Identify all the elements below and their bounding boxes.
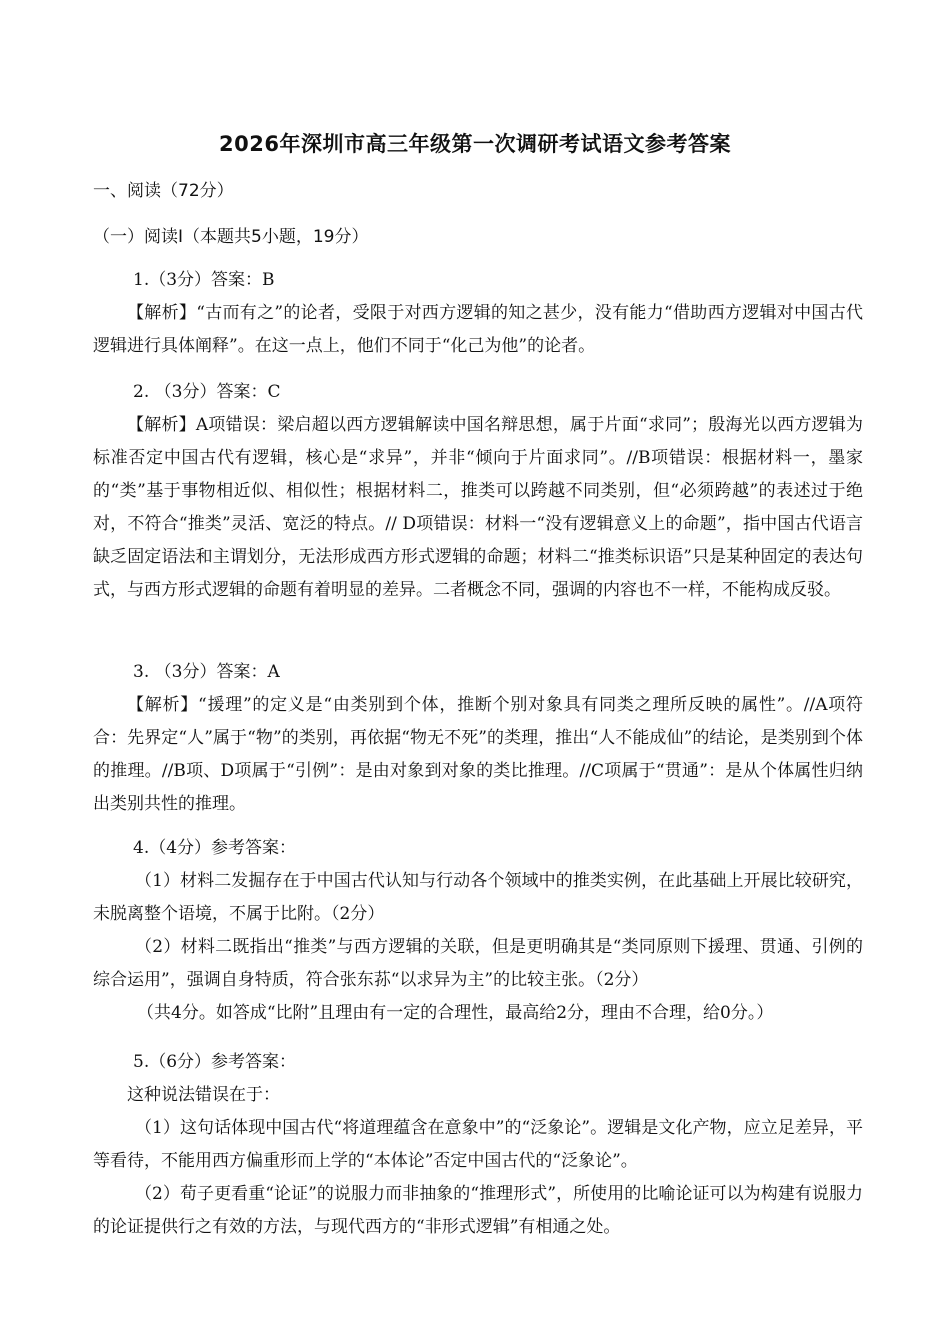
section-heading-reading: 一、阅读（72分） bbox=[93, 181, 234, 201]
question-1-answer: 1.（3分）答案：B bbox=[133, 270, 275, 290]
question-5-answer: 5.（6分）参考答案： bbox=[133, 1052, 297, 1072]
question-5-point-2: （2）荀子更看重“论证”的说服力而非抽象的“推理形式”，所使用的比喻论证可以为构建有说服力的论证提供行之有效的方法，与现代西方的“非形式逻辑”有相通之处。 bbox=[93, 1184, 863, 1237]
question-4-point-2: （2）材料二既指出“推类”与西方逻辑的关联，但是更明确其是“类同原则下援理、贯通、引例的综合运用”，强调自身特质，符合张东荪“以求异为主”的比较主张。（2分） bbox=[93, 937, 863, 990]
subsection-heading-reading-1: （一）阅读Ⅰ（本题共5小题，19分） bbox=[93, 227, 369, 247]
question-5 bbox=[93, 1046, 863, 1244]
question-2-analysis: 【解析】A项错误：梁启超以西方逻辑解读中国名辩思想，属于片面“求同”；殷海光以西方逻辑为标准否定中国古代有逻辑，核心是“求异”，并非“倾向于片面求同”。//B项错误：根据材料一，墨家的“类”基于事物相近似、相似性；根据材料二，推类可以跨越不同类别，但“必须跨越”的表述过于绝对，不符合“推类”灵活、宽泛的特点。// D项错误：材料一“没有逻辑意义上的命题”，指中国古代语言缺乏固定语法和主谓划分，无法形成西方形式逻辑的命题；材料二“推类标识语”只是某种固定的表达句式，与西方形式逻辑的命题有着明显的差异。二者概念不同，强调的内容也不一样，不能构成反驳。 bbox=[93, 415, 863, 600]
question-4 bbox=[93, 832, 863, 1030]
question-4-answer: 4.（4分）参考答案： bbox=[133, 838, 297, 858]
question-2 bbox=[93, 376, 863, 607]
question-3-analysis: 【解析】“援理”的定义是“由类别到个体，推断个别对象具有同类之理所反映的属性”。//A项符合：先界定“人”属于“物”的类别，再依据“物无不死”的类理，推出“人不能成仙”的结论，是类别到个体的推理。//B项、D项属于“引例”：是由对象到对象的类比推理。//C项属于“贯通”：是从个体属性归纳出类别共性的推理。 bbox=[93, 695, 863, 814]
question-4-scoring-note: （共4分。如答成“比附”且理由有一定的合理性，最高给2分，理由不合理，给0分。） bbox=[137, 1003, 774, 1023]
page-title: 2026年深圳市高三年级第一次调研考试语文参考答案 bbox=[219, 132, 731, 156]
question-3-answer: 3. （3分）答案：A bbox=[133, 662, 280, 682]
question-2-answer: 2. （3分）答案：C bbox=[133, 382, 281, 402]
question-5-intro: 这种说法错误在于： bbox=[127, 1085, 280, 1105]
question-4-point-1: （1）材料二发掘存在于中国古代认知与行动各个领域中的推类实例，在此基础上开展比较研究，未脱离整个语境，不属于比附。（2分） bbox=[93, 871, 863, 924]
question-5-point-1: （1）这句话体现中国古代“将道理蕴含在意象中”的“泛象论”。逻辑是文化产物，应立足差异，平等看待，不能用西方偏重形而上学的“本体论”否定中国古代的“泛象论”。 bbox=[93, 1118, 863, 1171]
question-1-analysis: 【解析】“古而有之”的论者，受限于对西方逻辑的知之甚少，没有能力“借助西方逻辑对中国古代逻辑进行具体阐释”。在这一点上，他们不同于“化己为他”的论者。 bbox=[93, 303, 863, 356]
question-1 bbox=[93, 264, 863, 363]
question-3 bbox=[93, 656, 863, 821]
